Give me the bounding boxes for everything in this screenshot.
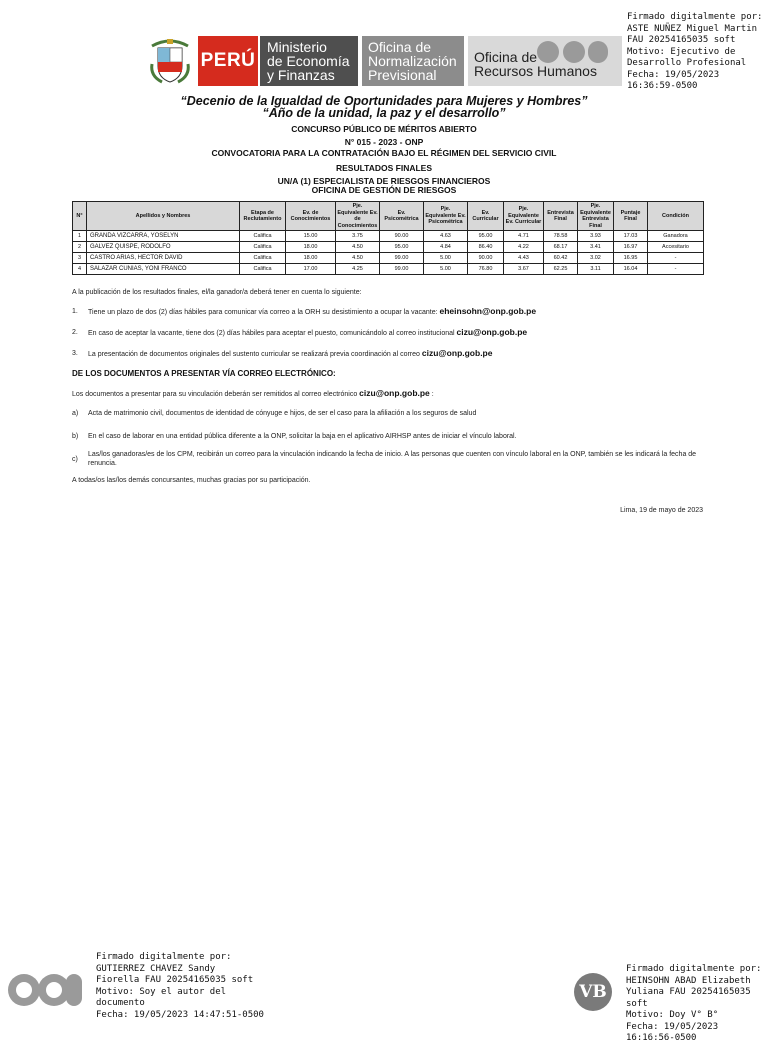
table-cell: 3.93 bbox=[578, 231, 614, 242]
table-cell: 4.71 bbox=[504, 231, 544, 242]
onp-signature-logo bbox=[6, 960, 84, 1016]
table-cell: 17.03 bbox=[614, 231, 648, 242]
table-cell: 76.80 bbox=[468, 264, 504, 275]
heading-oficina: OFICINA DE GESTIÓN DE RIESGOS bbox=[311, 185, 457, 195]
table-cell: 3.75 bbox=[336, 231, 380, 242]
table-cell: 3.67 bbox=[504, 264, 544, 275]
table-cell: Ganadora bbox=[648, 231, 704, 242]
docs-intro: Los documentos a presentar para su vinculación deberán ser remitidos al correo electrónico cizu@onp.gob.pe : bbox=[72, 388, 434, 398]
table-cell: 99.00 bbox=[380, 253, 424, 264]
table-cell: - bbox=[648, 253, 704, 264]
table-cell: 86.40 bbox=[468, 242, 504, 253]
table-header: Puntaje Final bbox=[614, 202, 648, 231]
table-cell: 15.00 bbox=[286, 231, 336, 242]
table-cell: 4.43 bbox=[504, 253, 544, 264]
table-cell: 16.95 bbox=[614, 253, 648, 264]
email-link[interactable]: cizu@onp.gob.pe bbox=[456, 327, 528, 337]
table-cell: 4.63 bbox=[424, 231, 468, 242]
table-header: Apellidos y Nombres bbox=[87, 202, 240, 231]
table-row bbox=[73, 231, 704, 242]
list-item: b) En el caso de laborar en una entidad pública diferente a la ONP, solicitar la baja en el aplicativo AIRHSP antes de iniciar el vínculo laboral. bbox=[72, 433, 517, 440]
table-header: Pje. Equivalente Entrevista Final bbox=[578, 202, 614, 231]
table-cell: 4.22 bbox=[504, 242, 544, 253]
table-cell: 16.04 bbox=[614, 264, 648, 275]
heading-resultados: RESULTADOS FINALES bbox=[335, 163, 433, 173]
table-cell: 62.25 bbox=[544, 264, 578, 275]
peru-coat-of-arms bbox=[148, 36, 192, 86]
orh-logo: Oficina de Recursos Humanos bbox=[468, 36, 622, 86]
table-cell: Califica bbox=[240, 242, 286, 253]
table-row bbox=[73, 242, 704, 253]
table-cell: 16.97 bbox=[614, 242, 648, 253]
table-header: Ev. Curricular bbox=[468, 202, 504, 231]
heading-convocatoria: CONVOCATORIA PARA LA CONTRATACIÓN BAJO EL RÉGIMEN DEL SERVICIO CIVIL bbox=[211, 148, 557, 158]
table-cell: 5.00 bbox=[424, 264, 468, 275]
peru-logo: PERÚ bbox=[198, 36, 258, 86]
table-cell: CASTRO ARIAS, HECTOR DAVID bbox=[87, 253, 240, 264]
heading-numero: N° 015 - 2023 - ONP bbox=[344, 137, 424, 147]
table-cell: 68.17 bbox=[544, 242, 578, 253]
table-cell: 99.00 bbox=[380, 264, 424, 275]
table-header: Pje. Equivalente Ev. Curricular bbox=[504, 202, 544, 231]
table-cell: 1 bbox=[73, 231, 87, 242]
table-cell: 5.00 bbox=[424, 253, 468, 264]
table-cell: - bbox=[648, 264, 704, 275]
table-cell: 95.00 bbox=[380, 242, 424, 253]
table-row bbox=[73, 253, 704, 264]
table-header: Ev. de Conocimientos bbox=[286, 202, 336, 231]
table-cell: SALAZAR CUNIAS, YONI FRANCO bbox=[87, 264, 240, 275]
results-table bbox=[72, 201, 704, 275]
table-cell: 90.00 bbox=[380, 231, 424, 242]
table-cell: 18.00 bbox=[286, 253, 336, 264]
table-cell: 3 bbox=[73, 253, 87, 264]
list-item: a) Acta de matrimonio civil, documentos de identidad de cónyuge e hijos, de ser el caso para la afiliación a los seguros de salud bbox=[72, 410, 477, 417]
table-cell: 60.42 bbox=[544, 253, 578, 264]
table-header: N° bbox=[73, 202, 87, 231]
table-cell: 4.50 bbox=[336, 242, 380, 253]
table-cell: 4 bbox=[73, 264, 87, 275]
table-cell: GALVEZ QUISPE, RODOLFO bbox=[87, 242, 240, 253]
table-cell: 2 bbox=[73, 242, 87, 253]
table-header: Pje. Equivalente Ev. de Conocimientos bbox=[337, 203, 378, 229]
table-cell: 3.02 bbox=[578, 253, 614, 264]
table-cell: 4.50 bbox=[336, 253, 380, 264]
table-cell: Califica bbox=[240, 231, 286, 242]
table-cell: 90.00 bbox=[468, 253, 504, 264]
table-cell: 17.00 bbox=[286, 264, 336, 275]
document-date: Lima, 19 de mayo de 2023 bbox=[620, 507, 703, 514]
table-cell: GRANDA VIZCARRA, YOSELYN bbox=[87, 231, 240, 242]
table-cell: Califica bbox=[240, 264, 286, 275]
vb-seal-icon: VB bbox=[574, 973, 612, 1011]
digital-signature-top: Firmado digitalmente por: ASTE NUÑEZ Miguel Martin FAU 20254165035 soft Motivo: Ejecutivo de Desarrollo Profesional Fecha: 19/05/2023 16:36:59-0500 bbox=[627, 12, 763, 91]
table-header: Entrevista Final bbox=[544, 202, 578, 231]
heading-concurso: CONCURSO PÚBLICO DE MÉRITOS ABIERTO bbox=[291, 124, 477, 134]
list-item: c) Las/los ganadoras/es de los CPM, recibirán un correo para la vinculación indicando la fecha de inicio. A las personas que cuenten con vínculo laboral en la ONP, también se les indicará la fecha de renuncia. bbox=[72, 451, 697, 467]
table-cell: 4.84 bbox=[424, 242, 468, 253]
table-cell: Accesitario bbox=[648, 242, 704, 253]
docs-heading: DE LOS DOCUMENTOS A PRESENTAR VÍA CORREO ELECTRÓNICO: bbox=[72, 369, 336, 378]
table-cell: 3.41 bbox=[578, 242, 614, 253]
list-item: 1. Tiene un plazo de dos (2) días hábiles para comunicar vía correo a la ORH su desistimiento a ocupar la vacante: eheinsohn@onp.gob.pe bbox=[72, 306, 537, 316]
mef-logo: Ministerio de Economía y Finanzas bbox=[260, 36, 358, 86]
decenio-header: “Decenio de la Igualdad de Oportunidades para Mujeres y Hombres” “Año de la unidad, la paz y el desarrollo” bbox=[180, 94, 588, 120]
table-cell: 18.00 bbox=[286, 242, 336, 253]
table-header: Pje. Equivalente Ev. Psicométrica bbox=[424, 202, 468, 231]
table-cell: Califica bbox=[240, 253, 286, 264]
table-cell: 95.00 bbox=[468, 231, 504, 242]
table-cell: 78.58 bbox=[544, 231, 578, 242]
table-cell: 4.25 bbox=[336, 264, 380, 275]
list-item: 3. La presentación de documentos originales del sustento curricular se realizará previa coordinación al correo cizu@onp.gob.pe bbox=[72, 348, 493, 358]
intro-text: A la publicación de los resultados finales, el/la ganador/a deberá tener en cuenta lo siguiente: bbox=[72, 289, 362, 296]
digital-signature-bottom-left: Firmado digitalmente por: GUTIERREZ CHAVEZ Sandy Fiorella FAU 20254165035 soft Motivo: Soy el autor del documento Fecha: 19/05/2023 14:47:51-0500 bbox=[96, 952, 264, 1020]
email-link[interactable]: eheinsohn@onp.gob.pe bbox=[439, 306, 537, 316]
digital-signature-bottom-right: Firmado digitalmente por: HEINSOHN ABAD Elizabeth Yuliana FAU 20254165035 soft Motivo: Doy V° B° Fecha: 19/05/2023 16:16:56-0500 bbox=[626, 964, 762, 1043]
closing-text: A todas/os las/los demás concursantes, muchas gracias por su participación. bbox=[72, 477, 311, 484]
table-row bbox=[73, 264, 704, 275]
email-link[interactable]: cizu@onp.gob.pe bbox=[421, 348, 493, 358]
onp-logo: Oficina de Normalización Previsional bbox=[362, 36, 464, 86]
table-header: Condición bbox=[648, 202, 704, 231]
table-header: Ev. Psicométrica bbox=[380, 202, 424, 231]
email-link[interactable]: cizu@onp.gob.pe bbox=[359, 388, 430, 398]
table-header-row bbox=[73, 202, 704, 231]
heading-puesto: UN/A (1) ESPECIALISTA DE RIESGOS FINANCIEROS bbox=[277, 176, 491, 186]
table-header: Etapa de Reclutamiento bbox=[240, 202, 286, 231]
list-item: 2. En caso de aceptar la vacante, tiene dos (2) días hábiles para aceptar el puesto, comunicándolo al correo institucional cizu@onp.gob.pe bbox=[72, 327, 528, 337]
table-cell: 3.11 bbox=[578, 264, 614, 275]
